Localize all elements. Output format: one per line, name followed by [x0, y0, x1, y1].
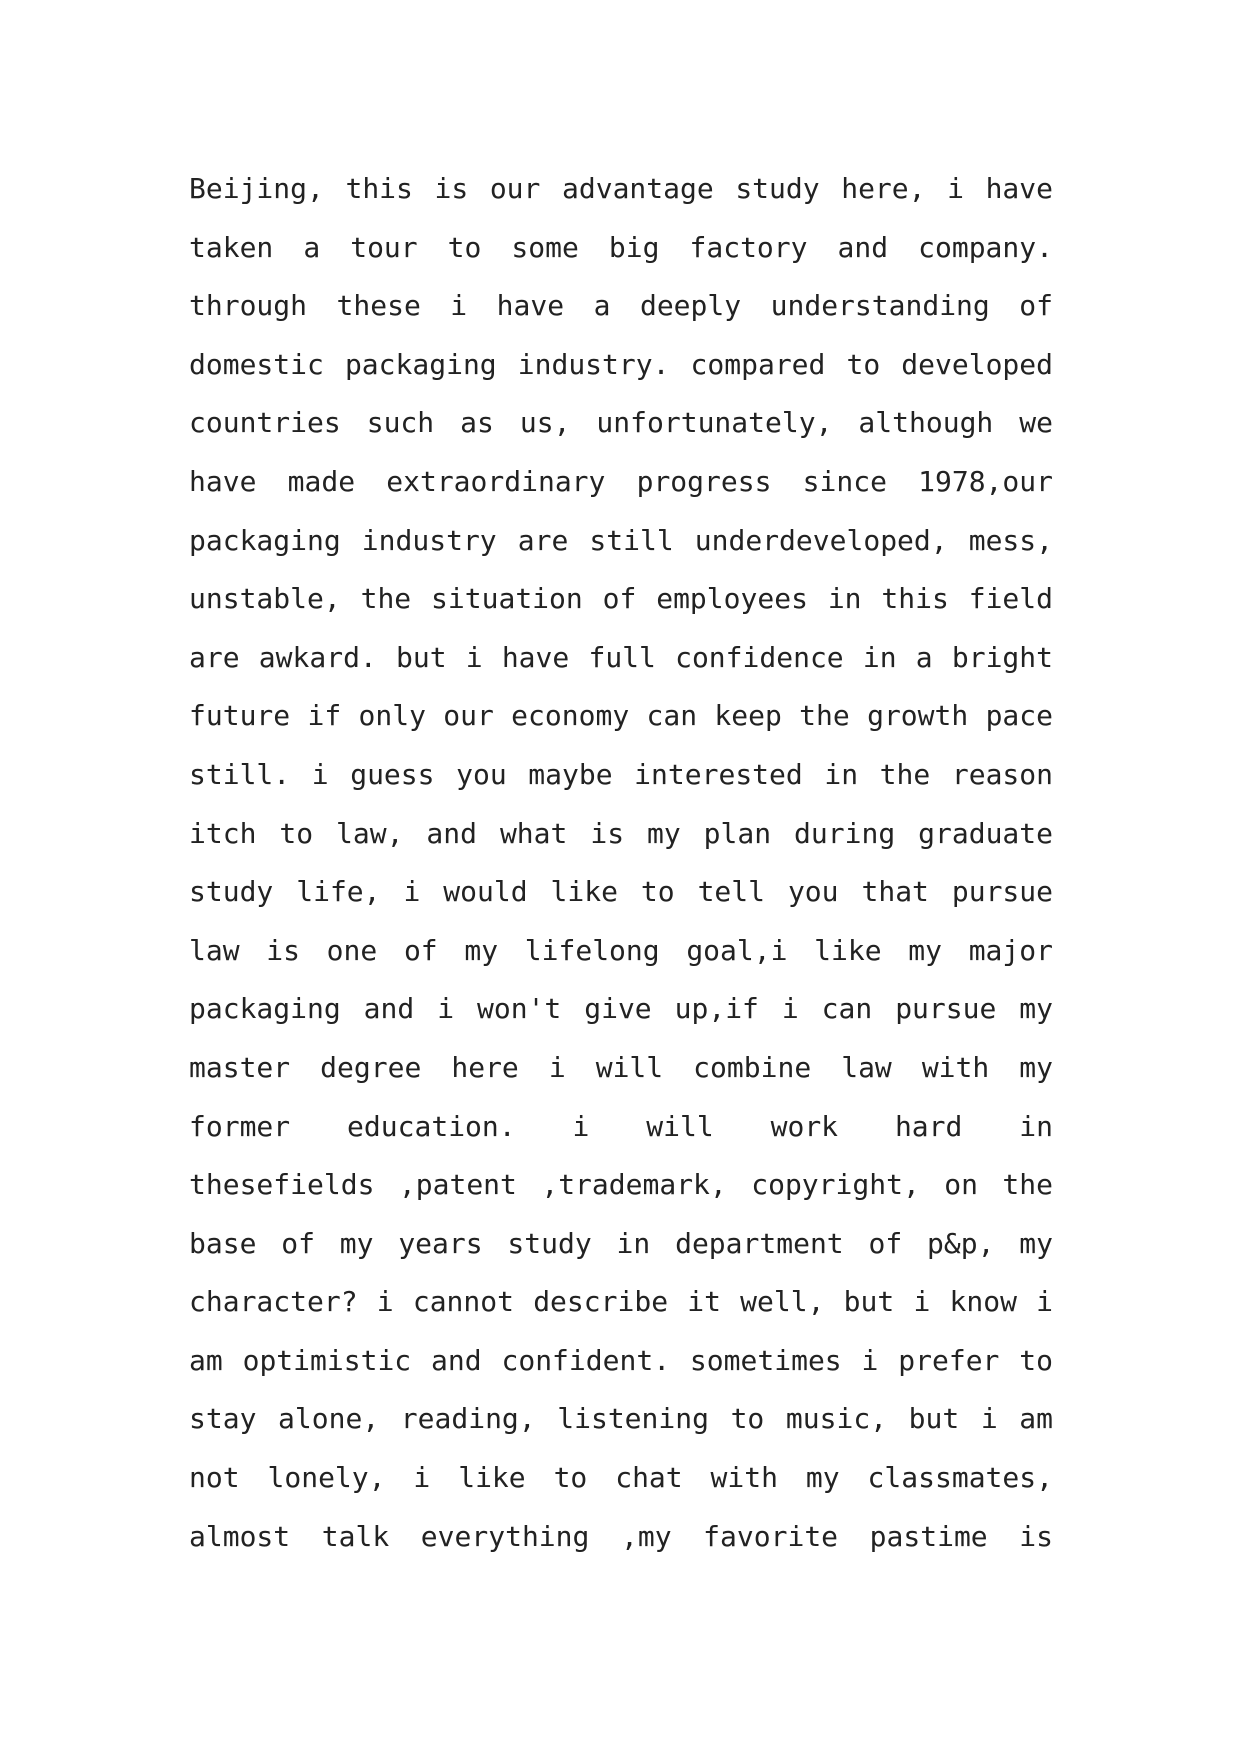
text-line: study life, i would like to tell you that pursue [189, 875, 1053, 909]
text-line: are awkard. but i have full confidence in a bright [189, 640, 1053, 674]
text-line: stay alone, reading, listening to music, but i am [189, 1402, 1053, 1436]
text-line: master degree here i will combine law with my [189, 1050, 1053, 1084]
text-line: thesefields ,patent ,trademark, copyright, on the [189, 1168, 1053, 1202]
text-line: packaging industry are still underdeveloped, mess, [189, 523, 1053, 557]
text-line: taken a tour to some big factory and company. [189, 230, 1053, 264]
text-line: unstable, the situation of employees in this field [189, 582, 1053, 616]
text-line: packaging and i won't give up,if i can pursue my [189, 992, 1053, 1026]
body-text [189, 160, 1053, 1566]
text-line: base of my years study in department of p&p, my [189, 1226, 1053, 1260]
text-line: Beijing, this is our advantage study here, i have [189, 172, 1053, 205]
text-line: itch to law, and what is my plan during graduate [189, 816, 1053, 850]
text-line: domestic packaging industry. compared to developed [189, 347, 1053, 381]
text-line: law is one of my lifelong goal,i like my major [189, 933, 1053, 967]
text-line: have made extraordinary progress since 1978,our [189, 464, 1053, 498]
text-line: not lonely, i like to chat with my classmates, [189, 1461, 1053, 1495]
text-line: countries such as us, unfortunately, although we [189, 406, 1053, 440]
text-line: am optimistic and confident. sometimes i prefer to [189, 1343, 1053, 1377]
text-line: through these i have a deeply understanding of [189, 289, 1053, 323]
text-line: character? i cannot describe it well, but i know i [189, 1285, 1053, 1319]
text-line: former education. i will work hard in [189, 1109, 1053, 1143]
text-line: almost talk everything ,my favorite pastime is [189, 1519, 1053, 1553]
text-line: future if only our economy can keep the growth pace [189, 699, 1053, 733]
text-line: still. i guess you maybe interested in the reason [189, 757, 1053, 791]
